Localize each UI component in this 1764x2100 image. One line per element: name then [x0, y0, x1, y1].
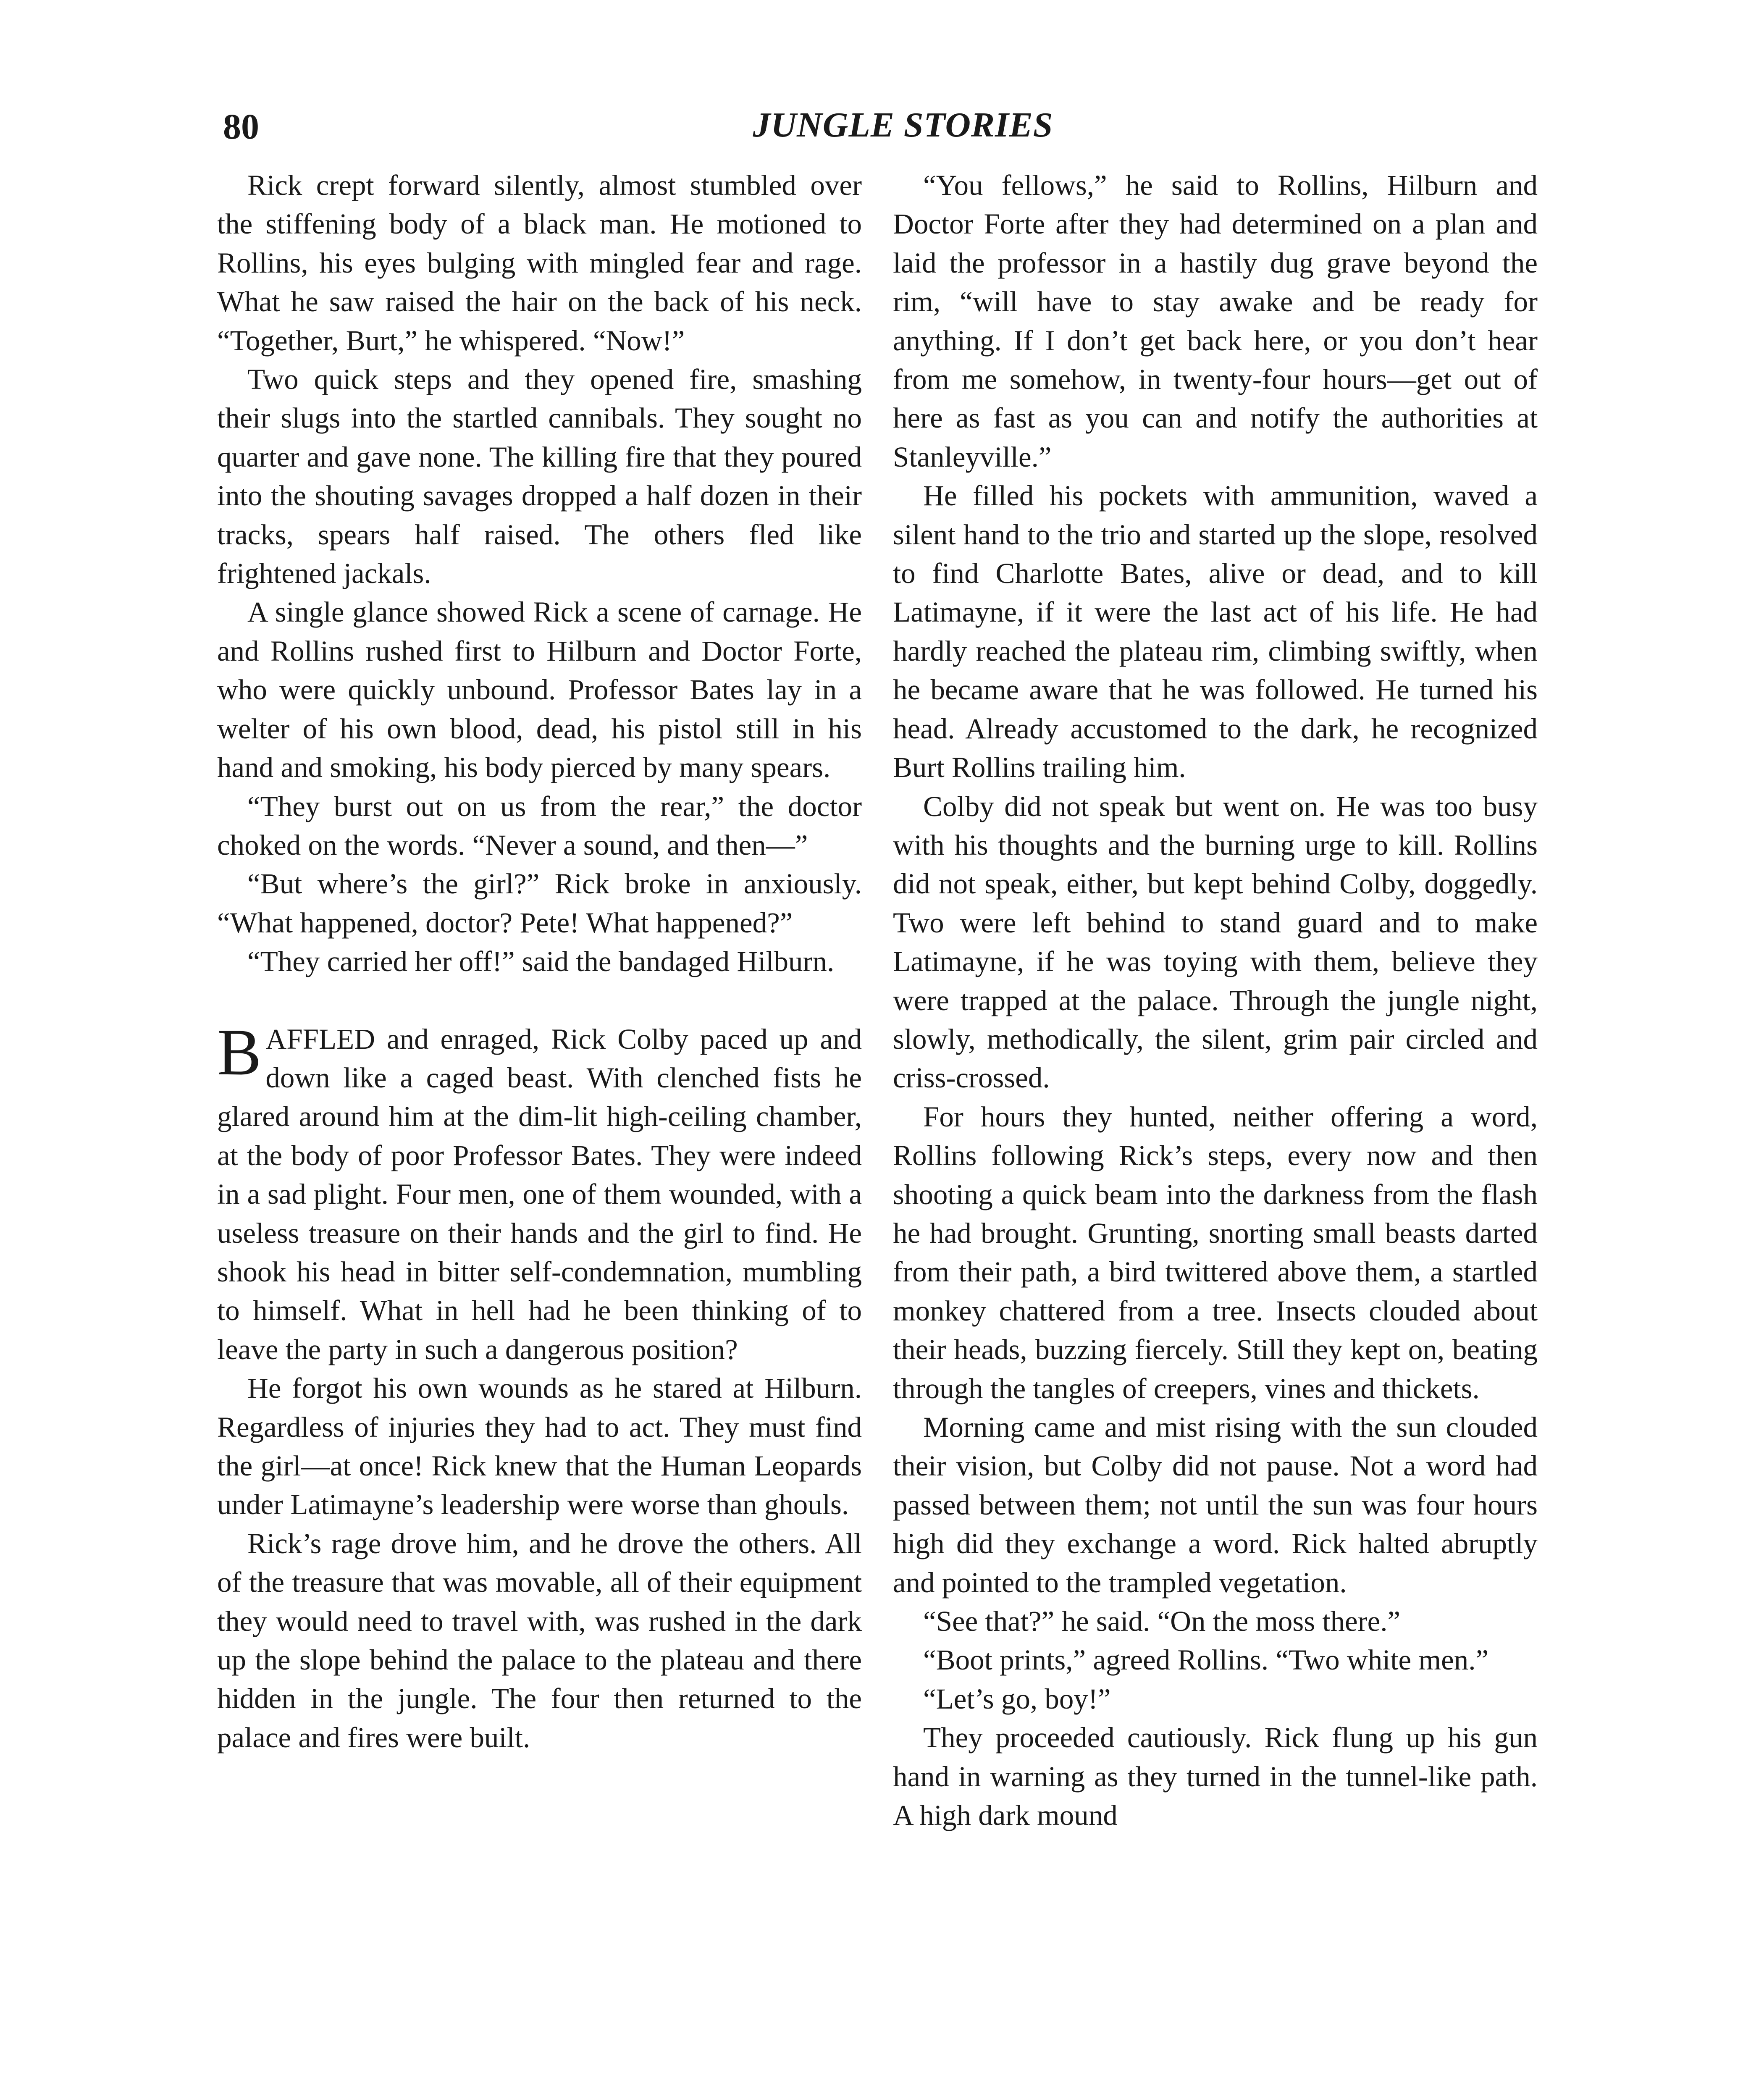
paragraph: “You fellows,” he said to Rollins, Hilburn and Doctor Forte after they had determined on a plan and laid the professor in a hastily dug grave beyond the rim, “will have to stay awake and be ready for anything. If I don’t get back here, or you don’t hear from me somehow, in twenty-four hours—get out of here as fast as you can and notify the authorities at Stanleyville.”: [893, 169, 1538, 473]
paragraph: He forgot his own wounds as he stared at Hilburn. Regardless of injuries they had to act. They must find the girl—at once! Rick knew that the Human Leopards under Latimayne’s leadership were worse than ghouls.: [217, 1372, 862, 1521]
paragraph: Morning came and mist rising with the sun clouded their vision, but Colby did not pause. Not a word had passed between them; not until the sun was four hours high did they exchange a word. Rick halted abruptly and pointed to the trampled vegetation.: [893, 1411, 1538, 1599]
page-number: 80: [223, 106, 259, 147]
paragraph: Colby did not speak but went on. He was too busy with his thoughts and the burning urge to kill. Rollins did not speak, either, but kept behind Colby, doggedly. Two were left behind to stand guard and to make Latimayne, if he was toying with them, believe they were trapped at the palace. Through the jungle night, slowly, methodically, the silent, grim pair circled and criss-crossed.: [893, 790, 1538, 1094]
paragraph: “Let’s go, boy!”: [923, 1683, 1111, 1715]
dropcap-paragraph: [217, 1015, 862, 1369]
paragraph: “They carried her off!” said the bandaged Hilburn.: [247, 945, 835, 978]
paragraph: “See that?” he said. “On the moss there.”: [923, 1605, 1401, 1638]
running-head: JUNGLE STORIES: [753, 105, 1053, 144]
paragraph: Rick crept forward silently, almost stumbled over the stiffening body of a black man. He motioned to Rollins, his eyes bulging with mingled fear and rage. What he saw raised the hair on the back of his neck. “Together, Burt,” he whispered. “Now!”: [217, 169, 862, 357]
section-break: [217, 981, 862, 1020]
paragraph: He filled his pockets with ammunition, waved a silent hand to the trio and started up the slope, resolved to find Charlotte Bates, alive or dead, and to kill Latimayne, if it were the last act of his life. He had hardly reached the plateau rim, climbing swiftly, when he became aware that he was followed. He turned his head. Already accustomed to the dark, he recognized Burt Rollins trailing him.: [893, 480, 1538, 784]
paragraph: Rick’s rage drove him, and he drove the others. All of the treasure that was movable, all of their equipment they would need to travel with, was rushed in the dark up the slope behind the palace to the plateau and there hidden in the jungle. The four then returned to the palace and fires were built.: [217, 1527, 862, 1754]
paragraph: “But where’s the girl?” Rick broke in anxiously. “What happened, doctor? Pete! What happened?”: [217, 868, 862, 939]
paragraph: A single glance showed Rick a scene of carnage. He and Rollins rushed first to Hilburn and Doctor Forte, who were quickly unbound. Professor Bates lay in a welter of his own blood, dead, his pistol still in his hand and smoking, his body pierced by many spears.: [217, 596, 862, 784]
left-column: [217, 166, 862, 2100]
paragraph: “They burst out on us from the rear,” the doctor choked on the words. “Never a sound, and then—”: [217, 790, 862, 861]
paragraph: Two quick steps and they opened fire, smashing their slugs into the startled cannibals. They sought no quarter and gave none. The killing fire that they poured into the shouting savages dropped a half dozen in their tracks, spears half raised. The others fled like frightened jackals.: [217, 363, 862, 590]
paragraph: “Boot prints,” agreed Rollins. “Two white men.”: [923, 1644, 1489, 1676]
paragraph: For hours they hunted, neither offering a word, Rollins following Rick’s steps, every now and then shooting a quick beam into the darkness from the flash he had brought. Grunting, snorting small beasts darted from their path, a bird twittered above them, a startled monkey chattered from a tree. Insects clouded about their heads, buzzing fiercely. Still they kept on, beating through the tangles of creepers, vines and thickets.: [893, 1100, 1538, 1404]
dropcap-paragraph-text: AFFLED and enraged, Rick Colby paced up and down like a caged beast. With clenched fists he glared around him at the dim-lit high-ceiling chamber, at the body of poor Professor Bates. They were indeed in a sad plight. Four men, one of them wounded, with a useless treasure on their hands and the girl to find. He shook his head in bitter self-condemnation, mumbling to himself. What in hell had he been thinking of to leave the party in such a dangerous position?: [217, 1023, 862, 1365]
drop-cap: B: [217, 1015, 262, 1089]
paragraph: They proceeded cautiously. Rick flung up his gun hand in warning as they turned in the tunnel-like path. A high dark mound: [893, 1722, 1538, 1832]
right-column: [893, 166, 1538, 2100]
